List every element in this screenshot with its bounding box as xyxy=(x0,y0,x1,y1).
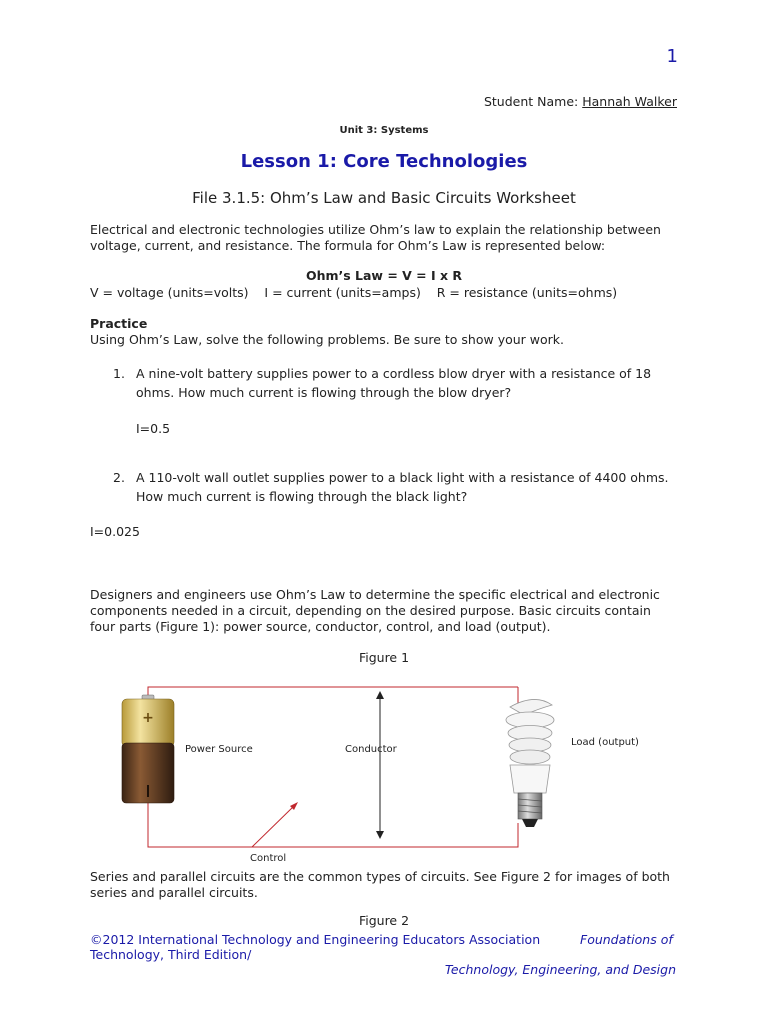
footer-copyright: ©2012 International Technology and Engineering Educators Association Technology, Third Edition/ xyxy=(90,932,541,962)
ohms-law-formula: Ohm’s Law = V = I x R xyxy=(305,268,463,283)
student-name-label: Student Name: xyxy=(483,94,583,109)
intro-paragraph: Electrical and electronic technologies utilize Ohm’s law to explain the relationship between voltage, current, and resistance. The formula for Ohm’s Law is represented below: xyxy=(90,222,661,253)
answer-2: I=0.025 xyxy=(90,524,140,539)
power-source-label: Power Source xyxy=(185,744,253,755)
question-text: A 110-volt wall outlet supplies power to a black light with a resistance of 4400 ohms. How much current is flowing through the black light? xyxy=(136,470,669,504)
question-number: 2. xyxy=(113,470,125,485)
conductor-label: Conductor xyxy=(345,744,397,755)
question-number: 1. xyxy=(113,366,125,381)
figure-1-diagram xyxy=(90,665,690,870)
conductor-arrow-icon xyxy=(376,691,384,839)
question-1 xyxy=(113,364,673,402)
units-line: V = voltage (units=volts) I = current (units=amps) R = resistance (units=ohms) xyxy=(90,285,618,300)
student-name-value: Hannah Walker xyxy=(582,94,677,109)
lesson-title: Lesson 1: Core Technologies xyxy=(240,151,528,172)
control-arrow-icon xyxy=(252,802,298,847)
footer-series-title-1: Foundations of xyxy=(580,932,673,947)
question-2 xyxy=(113,468,673,506)
light-bulb-icon xyxy=(506,699,554,827)
student-name-line xyxy=(484,94,677,109)
load-label: Load (output) xyxy=(571,737,639,748)
battery-icon xyxy=(122,695,174,803)
designers-paragraph: Designers and engineers use Ohm’s Law to determine the specific electrical and electronic components needed in a circuit, depending on the desired purpose. Basic circuits contain four parts (Figure 1): power source, conductor, control, and load (output). xyxy=(90,587,660,634)
circuit-wire xyxy=(148,687,518,847)
page-number: 1 xyxy=(666,46,678,67)
answer-1: I=0.5 xyxy=(136,421,171,436)
footer-series-title-2: Technology, Engineering, and Design xyxy=(444,962,676,977)
series-parallel-paragraph: Series and parallel circuits are the common types of circuits. See Figure 2 for images of both series and parallel circuits. xyxy=(90,869,670,900)
svg-text:+: + xyxy=(142,710,154,726)
practice-heading: Practice xyxy=(90,316,148,331)
unit-heading: Unit 3: Systems xyxy=(339,125,429,136)
control-label: Control xyxy=(250,853,287,864)
figure-2-caption: Figure 2 xyxy=(358,913,410,928)
question-text: A nine-volt battery supplies power to a cordless blow dryer with a resistance of 18 ohms. How much current is flowing through the blow dryer? xyxy=(136,366,652,400)
figure-1-caption: Figure 1 xyxy=(358,650,410,665)
practice-instruction: Using Ohm’s Law, solve the following problems. Be sure to show your work. xyxy=(90,332,564,347)
file-title: File 3.1.5: Ohm’s Law and Basic Circuits Worksheet xyxy=(192,189,576,207)
